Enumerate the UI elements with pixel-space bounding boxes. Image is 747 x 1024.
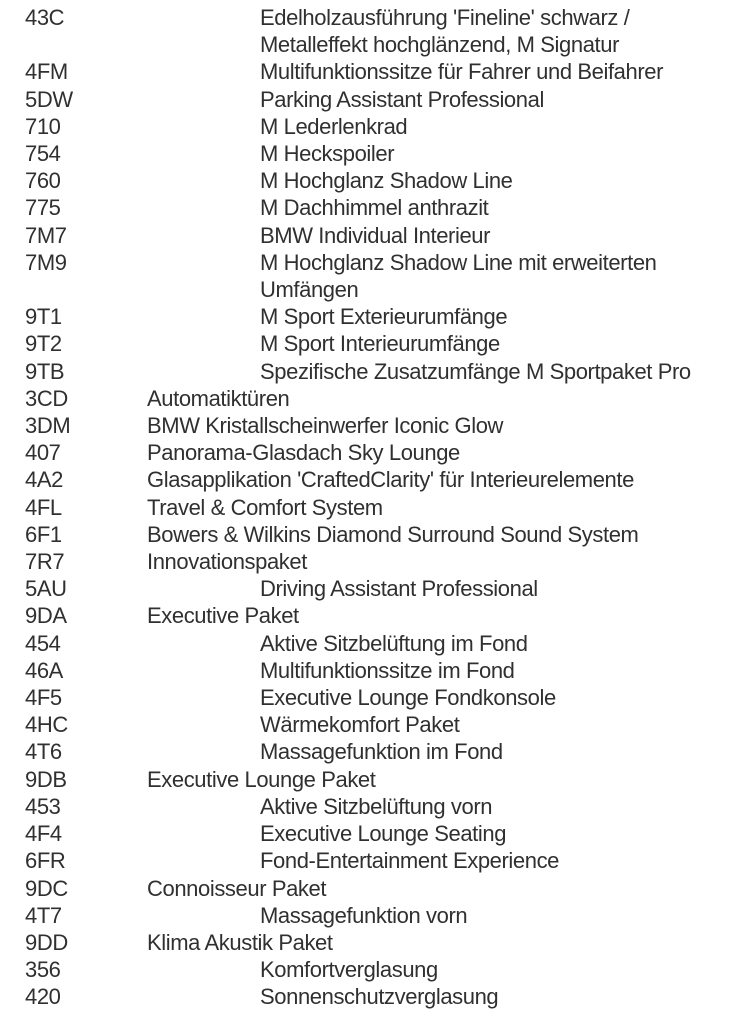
option-description (147, 466, 747, 493)
option-code: 7R7 (25, 549, 65, 575)
option-row (0, 657, 747, 684)
option-description (260, 303, 747, 330)
option-row (0, 684, 747, 711)
option-description-line: BMW Individual Interieur (260, 222, 491, 248)
option-row (0, 575, 747, 602)
option-code: 6F1 (25, 521, 62, 547)
option-code: 407 (25, 440, 61, 466)
option-description (147, 929, 747, 956)
option-description-line: Sonnenschutzverglasung (260, 984, 499, 1010)
option-description-line: Bowers & Wilkins Diamond Surround Sound System (147, 521, 639, 547)
option-code: 4FM (25, 59, 68, 85)
option-code: 3DM (25, 413, 71, 439)
option-code: 7M9 (25, 249, 67, 275)
option-description-line: Metalleffekt hochglänzend, M Signatur (260, 32, 620, 58)
option-description-line: M Hochglanz Shadow Line mit erweiterten (260, 249, 657, 275)
option-description (260, 113, 747, 140)
option-description (260, 657, 747, 684)
option-code: 4F4 (25, 821, 62, 847)
option-row (0, 86, 747, 113)
option-code: 9T1 (25, 304, 62, 330)
option-description-line: Multifunktionssitze im Fond (260, 657, 515, 683)
option-row (0, 412, 747, 439)
option-description (147, 548, 747, 575)
option-description-line: M Sport Exterieurumfänge (260, 304, 508, 330)
option-row (0, 929, 747, 956)
option-code: 7M7 (25, 222, 67, 248)
option-description (147, 385, 747, 412)
option-row (0, 602, 747, 629)
option-description (260, 194, 747, 221)
option-row (0, 249, 747, 303)
option-description (260, 222, 747, 249)
option-description (260, 330, 747, 357)
option-description-line: Aktive Sitzbelüftung vorn (260, 793, 493, 819)
option-row (0, 956, 747, 983)
option-code: 775 (25, 195, 61, 221)
option-row (0, 847, 747, 874)
option-row (0, 902, 747, 929)
option-code: 420 (25, 984, 61, 1010)
option-row (0, 630, 747, 657)
option-code: 4T7 (25, 902, 62, 928)
option-row (0, 439, 747, 466)
option-description (260, 630, 747, 657)
option-code: 4FL (25, 494, 62, 520)
option-description (260, 820, 747, 847)
option-description-line: Aktive Sitzbelüftung im Fond (260, 630, 528, 656)
option-description (260, 249, 747, 303)
option-description (147, 521, 747, 548)
option-description (147, 412, 747, 439)
option-code: 754 (25, 141, 61, 167)
option-description-line: Parking Assistant Professional (260, 86, 544, 112)
option-description-line: Innovationspaket (147, 549, 307, 575)
option-description-line: Executive Lounge Paket (147, 766, 376, 792)
option-description (260, 983, 747, 1010)
option-description (147, 875, 747, 902)
option-description-line: M Dachhimmel anthrazit (260, 195, 489, 221)
option-code: 4T6 (25, 739, 62, 765)
option-description (260, 575, 747, 602)
option-row (0, 113, 747, 140)
option-description-line: M Hochglanz Shadow Line (260, 168, 513, 194)
option-row (0, 140, 747, 167)
option-description-line: Panorama-Glasdach Sky Lounge (147, 440, 460, 466)
option-row (0, 983, 747, 1010)
option-description-line: Executive Lounge Fondkonsole (260, 685, 556, 711)
option-description-line: M Sport Interieurumfänge (260, 331, 500, 357)
option-description-line: Klima Akustik Paket (147, 929, 333, 955)
option-code: 4HC (25, 712, 68, 738)
option-code: 9DA (25, 603, 67, 629)
option-description (147, 494, 747, 521)
option-code: 9DD (25, 929, 68, 955)
option-description (260, 358, 747, 385)
option-description (260, 956, 747, 983)
option-row (0, 521, 747, 548)
option-description (147, 602, 747, 629)
option-description-line: M Heckspoiler (260, 141, 395, 167)
option-description-line: Umfängen (260, 277, 359, 303)
option-code: 9T2 (25, 331, 62, 357)
option-description (260, 4, 747, 58)
option-description (260, 58, 747, 85)
option-description (260, 902, 747, 929)
option-row (0, 793, 747, 820)
option-row (0, 738, 747, 765)
option-row (0, 766, 747, 793)
option-row (0, 194, 747, 221)
option-description-line: Automatiktüren (147, 385, 290, 411)
option-row (0, 385, 747, 412)
option-row (0, 4, 747, 58)
option-description-line: Massagefunktion vorn (260, 902, 468, 928)
option-row (0, 875, 747, 902)
option-description (260, 738, 747, 765)
option-code: 5DW (25, 86, 73, 112)
option-code: 760 (25, 168, 61, 194)
option-row (0, 222, 747, 249)
option-row (0, 167, 747, 194)
option-row (0, 303, 747, 330)
option-description (260, 793, 747, 820)
option-description-line: Edelholzausführung 'Fineline' schwarz / (260, 5, 630, 30)
option-description-line: Spezifische Zusatzumfänge M Sportpaket Pro (260, 358, 691, 384)
option-description-line: Wärmekomfort Paket (260, 712, 460, 738)
option-code: 43C (25, 5, 65, 30)
option-description-line: Connoisseur Paket (147, 875, 327, 901)
option-row (0, 711, 747, 738)
option-row (0, 494, 747, 521)
option-code: 6FR (25, 848, 66, 874)
option-row (0, 358, 747, 385)
option-code: 356 (25, 957, 61, 983)
option-row (0, 466, 747, 493)
option-code: 710 (25, 113, 61, 139)
option-description (147, 439, 747, 466)
option-description-line: Komfortverglasung (260, 957, 438, 983)
option-description-line: Fond-Entertainment Experience (260, 848, 560, 874)
option-row (0, 58, 747, 85)
option-description (260, 711, 747, 738)
option-description-line: Glasapplikation 'CraftedClarity' für Interieurelemente (147, 467, 634, 493)
option-code: 3CD (25, 385, 68, 411)
option-row (0, 820, 747, 847)
option-code: 453 (25, 793, 61, 819)
option-code: 5AU (25, 576, 67, 602)
option-description (260, 847, 747, 874)
option-description-line: Executive Lounge Seating (260, 821, 507, 847)
option-code: 9DC (25, 875, 68, 901)
option-description (260, 140, 747, 167)
option-description-line: Multifunktionssitze für Fahrer und Beifahrer (260, 59, 664, 85)
option-row (0, 330, 747, 357)
option-code: 4F5 (25, 685, 62, 711)
option-code: 454 (25, 630, 61, 656)
option-description (260, 684, 747, 711)
option-description-line: Travel & Comfort System (147, 494, 383, 520)
option-code: 46A (25, 657, 63, 683)
option-code: 9DB (25, 766, 67, 792)
option-description-line: Massagefunktion im Fond (260, 739, 503, 765)
option-description-line: M Lederlenkrad (260, 113, 408, 139)
option-description-line: Executive Paket (147, 603, 299, 629)
option-description (260, 167, 747, 194)
option-description-line: BMW Kristallscheinwerfer Iconic Glow (147, 413, 504, 439)
option-row (0, 548, 747, 575)
option-description-line: Driving Assistant Professional (260, 576, 538, 602)
option-description (260, 86, 747, 113)
option-code: 9TB (25, 358, 65, 384)
option-code: 4A2 (25, 467, 63, 493)
option-description (147, 766, 747, 793)
